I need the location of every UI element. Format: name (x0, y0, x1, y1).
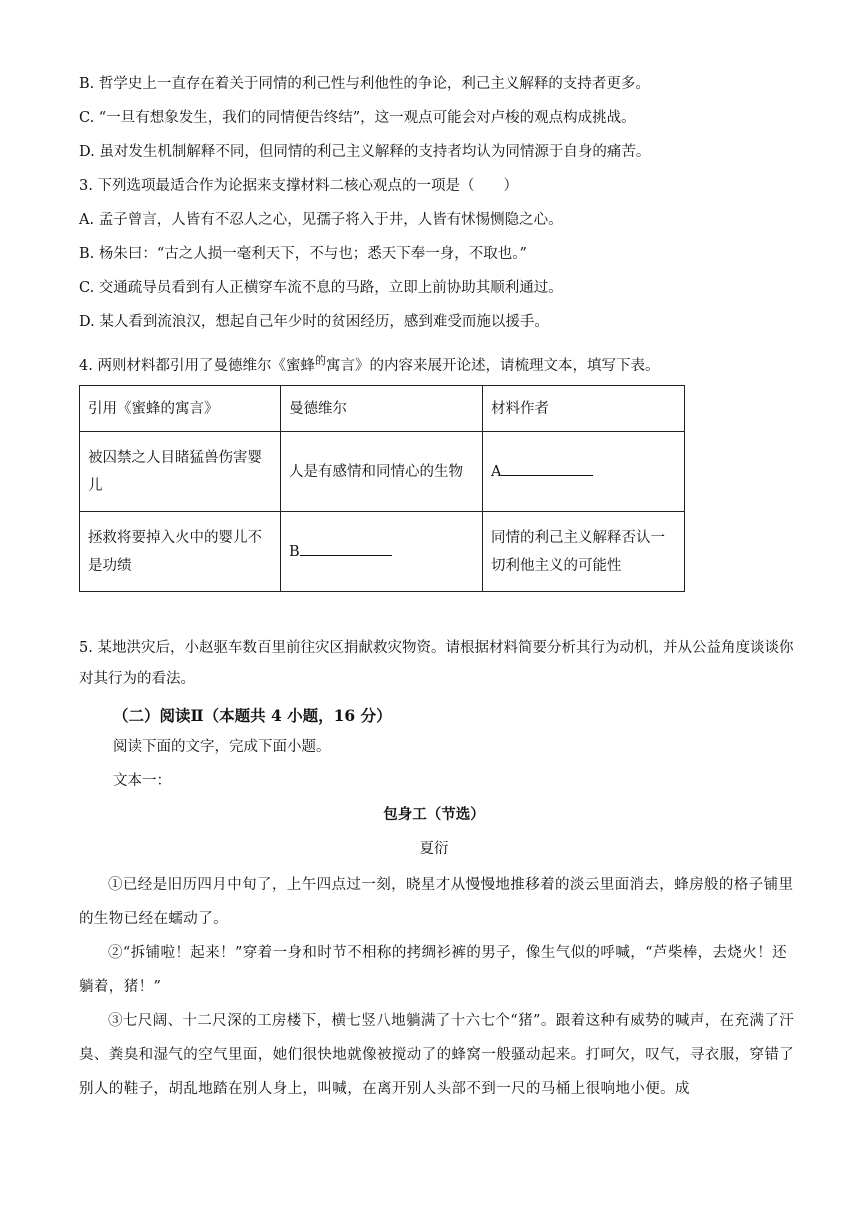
table-row (80, 512, 685, 592)
table-cell: 同情的利己主义解释否认一切利他主义的可能性 (483, 512, 685, 592)
table-cell-blank-b[interactable] (281, 512, 483, 592)
q4-answer-table (79, 385, 685, 592)
answer-blank-a[interactable] (501, 461, 593, 476)
table-row (80, 432, 685, 512)
table-header-row (80, 386, 685, 432)
q3-option-d: D. 某人看到流浪汉，想起自己年少时的贫困经历，感到难受而施以援手。 (79, 314, 549, 330)
table-cell: 拯救将要掉入火中的婴儿不是功绩 (80, 512, 281, 592)
table-header-cell: 引用《蜜蜂的寓言》 (80, 386, 281, 432)
table-cell-blank-a[interactable] (483, 432, 685, 512)
article-paragraph-1: ①已经是旧历四月中旬了，上午四点过一刻，晓星才从慢慢地推移着的淡云里面消去，蜂房般的格子铺里的生物已经在蠕动了。 (79, 877, 794, 927)
answer-blank-b[interactable] (300, 541, 392, 556)
q4-stem-raised: 的 (314, 354, 326, 367)
section-instruction: 阅读下面的文字，完成下面小题。 (113, 739, 331, 755)
section-title: （二）阅读Ⅱ（本题共 4 小题，16 分） (113, 706, 392, 725)
article-author: 夏衍 (419, 841, 449, 857)
q3-option-a: A. 孟子曾言，人皆有不忍人之心，见孺子将入于井，人皆有怵惕恻隐之心。 (79, 212, 563, 228)
table-cell: 被囚禁之人目睹猛兽伤害婴儿 (80, 432, 281, 512)
q3-stem: 3. 下列选项最适合作为论据来支撑材料二核心观点的一项是（ ） (79, 178, 518, 194)
q3-option-c: C. 交通疏导员看到有人正横穿车流不息的马路，立即上前协助其顺利通过。 (79, 280, 563, 296)
q4-stem-part1: 4. 两则材料都引用了曼德维尔《蜜蜂 (79, 358, 315, 374)
q3-option-b: B. 杨朱曰：“古之人损一毫利天下，不与也；悉天下奉一身，不取也。” (79, 246, 527, 262)
q4-stem-part2: 寓言》的内容来展开论述，请梳理文本，填写下表。 (325, 358, 660, 374)
q5-stem: 5. 某地洪灾后，小赵驱车数百里前往灾区捐献救灾物资。请根据材料简要分析其行为动机，并从公益角度谈谈你对其行为的看法。 (79, 640, 794, 687)
article-paragraph-3: ③七尺阔、十二尺深的工房楼下，横七竖八地躺满了十六七个“猪”。跟着这种有威势的喊声，在充满了汗臭、粪臭和湿气的空气里面，她们很快地就像被搅动了的蜂窝一般骚动起来。打呵欠，叹气，寻衣服，穿错了别人的鞋子，胡乱地踏在别人身上，叫喊，在离开别人头部不到一尺的马桶上很响地小便。成 (79, 1013, 795, 1097)
q4-stem (79, 355, 798, 378)
q2-option-c: C. “一旦有想象发生，我们的同情便告终结”，这一观点可能会对卢梭的观点构成挑战。 (79, 110, 636, 126)
table-header-cell: 曼德维尔 (281, 386, 483, 432)
blank-label-a: A (491, 463, 502, 480)
table-cell: 人是有感情和同情心的生物 (281, 432, 483, 512)
q2-option-d: D. 虽对发生机制解释不同，但同情的利己主义解释的支持者均认为同情源于自身的痛苦。 (79, 144, 651, 160)
q2-option-b: B. 哲学史上一直存在着关于同情的利己性与利他性的争论，利己主义解释的支持者更多。 (79, 76, 650, 92)
article-paragraph-2: ②“拆铺啦！起来！”穿着一身和时节不相称的拷绸衫裤的男子，像生气似的呼喊，“芦柴棒，去烧火！还躺着，猪！” (79, 945, 788, 995)
table-header-cell: 材料作者 (483, 386, 685, 432)
text-label: 文本一： (113, 773, 171, 789)
blank-label-b: B (289, 543, 300, 560)
article-title: 包身工（节选） (383, 806, 485, 823)
